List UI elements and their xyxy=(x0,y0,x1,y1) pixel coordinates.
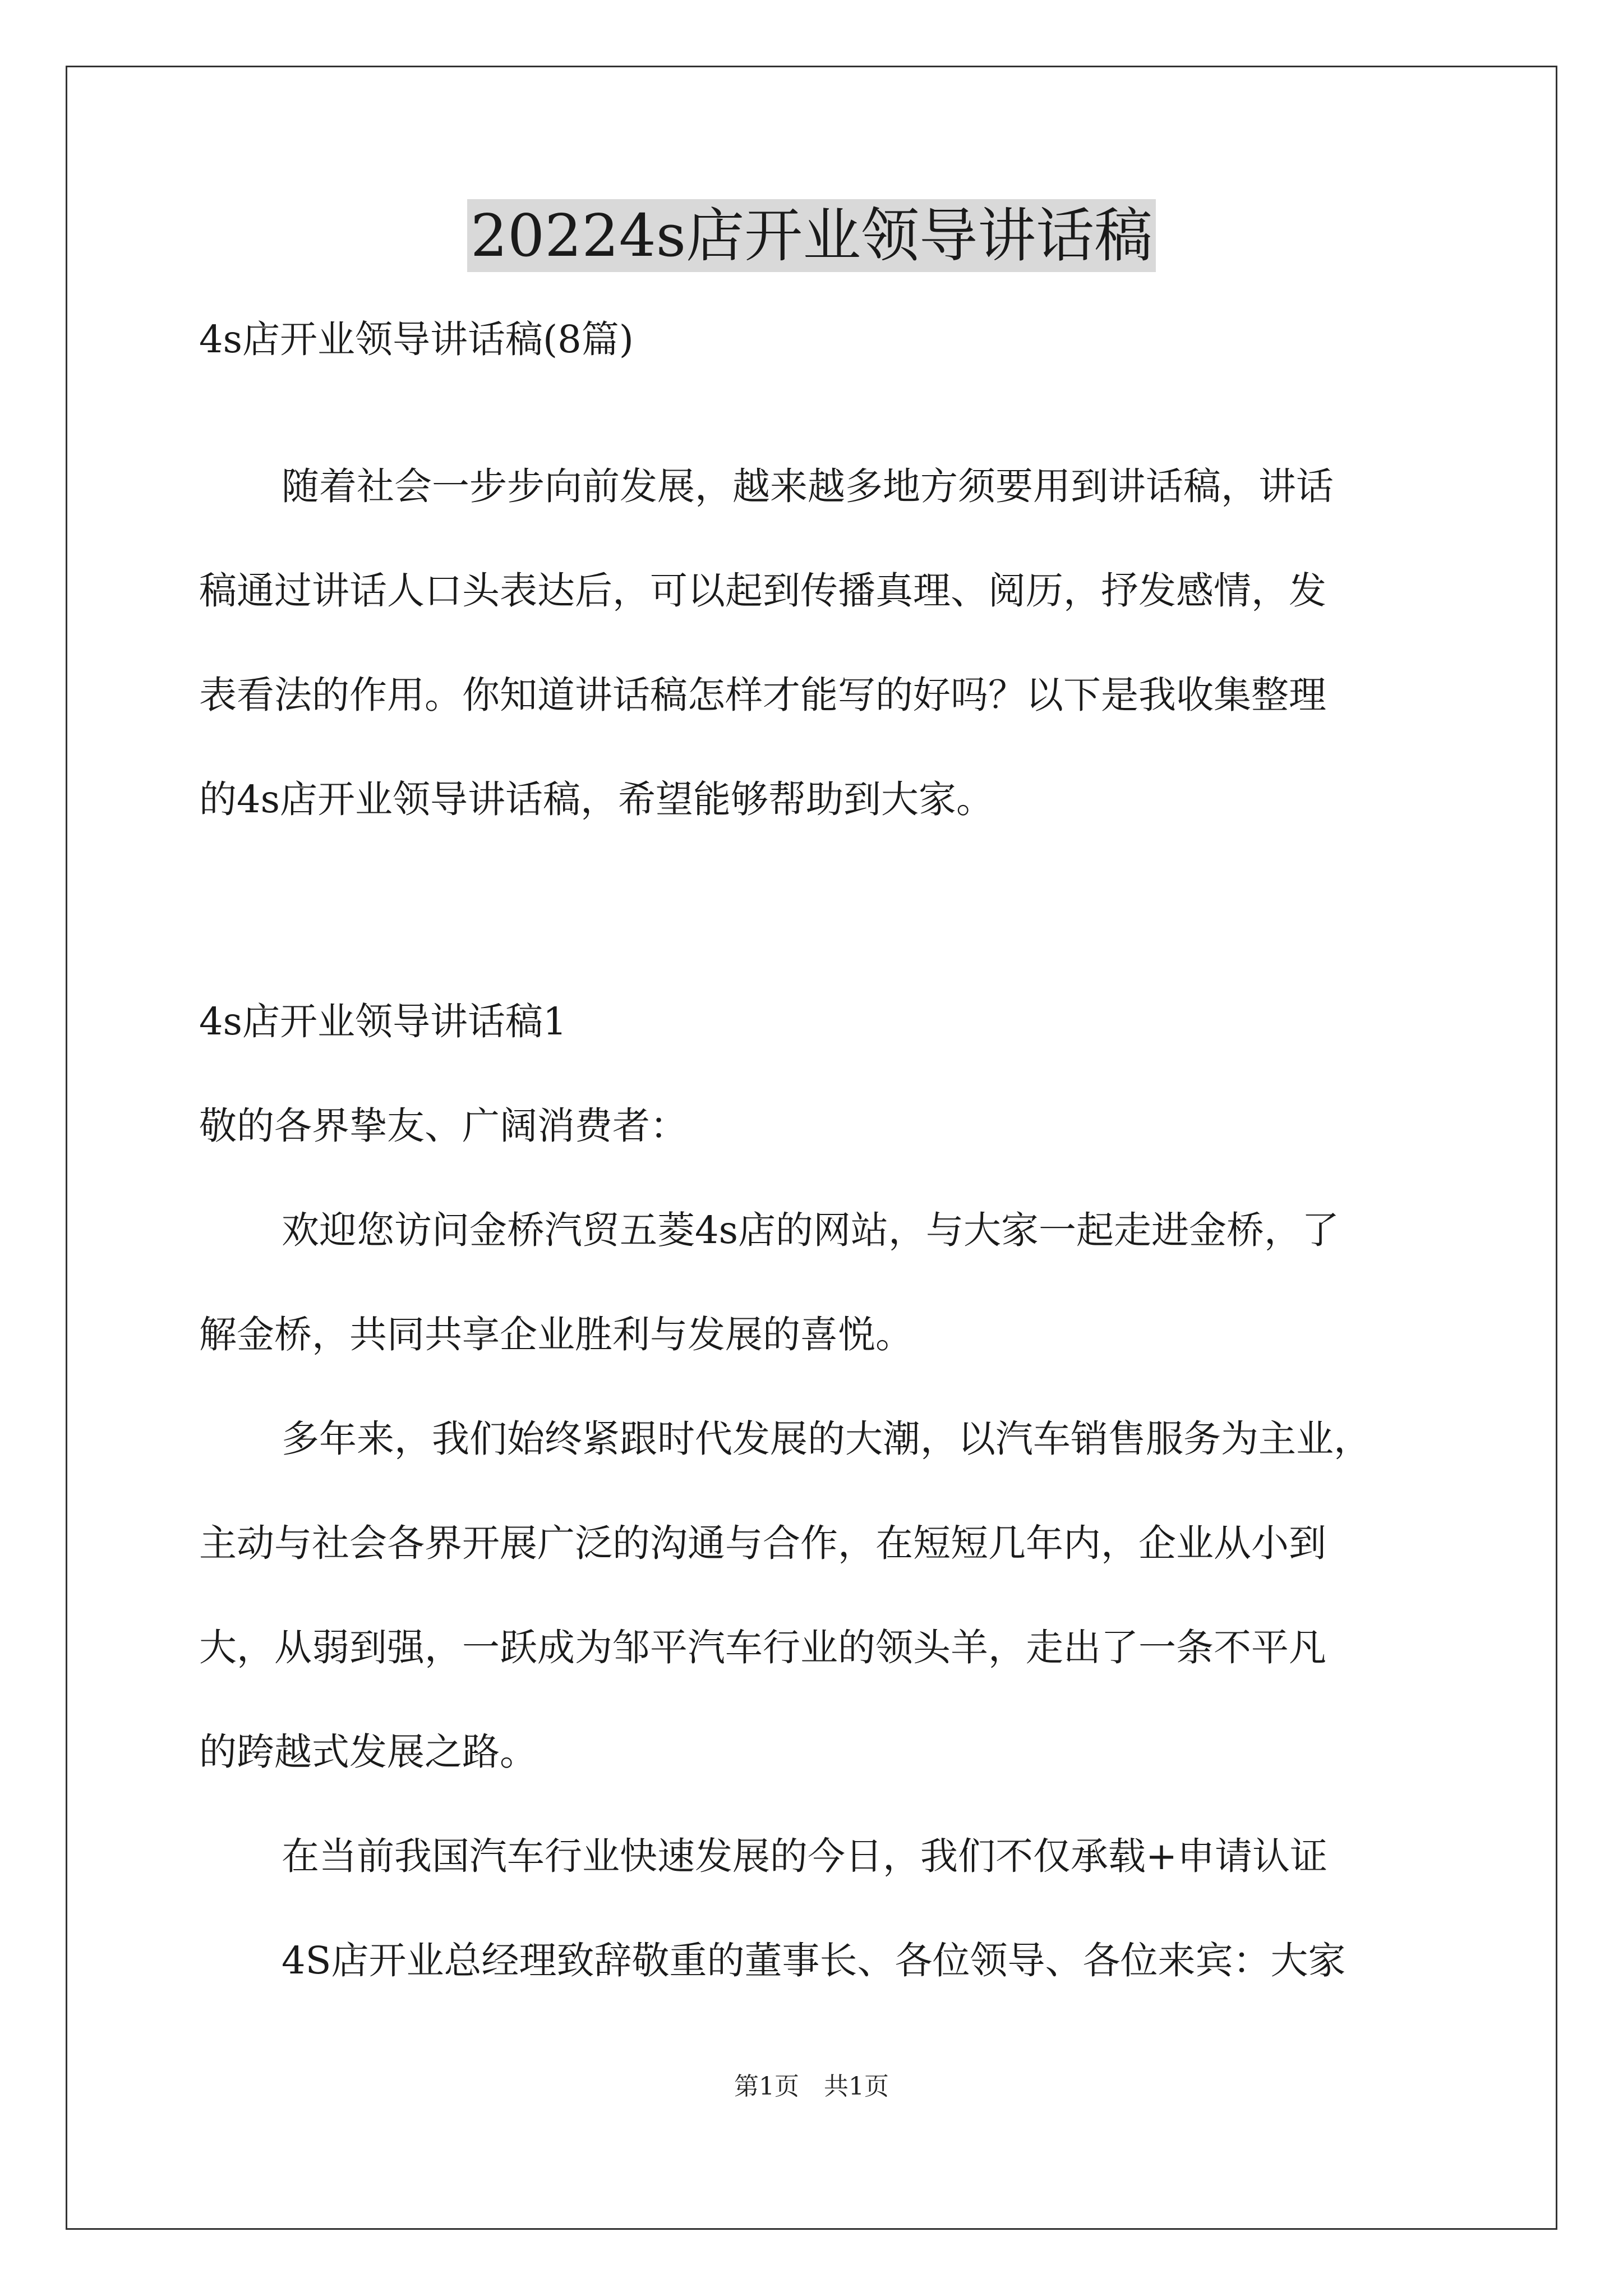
paragraph-line: 欢迎您访问金桥汽贸五菱4s店的网站，与大家一起走进金桥，了 xyxy=(282,1208,1340,1252)
paragraph-line: 的4s店开业领导讲话稿，希望能够帮助到大家。 xyxy=(199,777,994,821)
paragraph-line: 在当前我国汽车行业快速发展的今日，我们不仅承载+申请认证 xyxy=(282,1834,1328,1878)
paragraph-line: 4S店开业总经理致辞敬重的董事长、各位领导、各位来宾：大家 xyxy=(282,1939,1346,1982)
paragraph-line: 大，从弱到强，一跃成为邹平汽车行业的领头羊，走出了一条不平凡 xyxy=(199,1626,1326,1669)
page-number-total: 共1页 xyxy=(824,2072,889,2101)
section-heading-speech-1: 4s店开业领导讲话稿1 xyxy=(199,1000,567,1043)
salutation-line: 敬的各界挚友、广阔消费者： xyxy=(199,1104,688,1148)
paragraph-line: 随着社会一步步向前发展，越来越多地方须要用到讲话稿，讲话 xyxy=(282,464,1334,508)
paragraph-line: 多年来，我们始终紧跟时代发展的大潮，以汽车销售服务为主业， xyxy=(282,1417,1371,1461)
paragraph-line: 稿通过讲话人口头表达后，可以起到传播真理、阅历，抒发感情，发 xyxy=(199,569,1326,613)
section-heading-intro: 4s店开业领导讲话稿(8篇) xyxy=(199,318,634,361)
page-footer xyxy=(0,2070,1623,2104)
page-number-current: 第1页 xyxy=(734,2072,799,2101)
document-title-text: 20224s店开业领导讲话稿 xyxy=(467,199,1156,272)
paragraph-line: 主动与社会各界开展广泛的沟通与合作，在短短几年内，企业从小到 xyxy=(199,1521,1326,1565)
paragraph-line: 解金桥，共同共享企业胜利与发展的喜悦。 xyxy=(199,1313,913,1356)
document-title xyxy=(0,199,1623,272)
paragraph-line: 表看法的作用。你知道讲话稿怎样才能写的好吗？以下是我收集整理 xyxy=(199,673,1326,717)
paragraph-line: 的跨越式发展之路。 xyxy=(199,1730,537,1774)
